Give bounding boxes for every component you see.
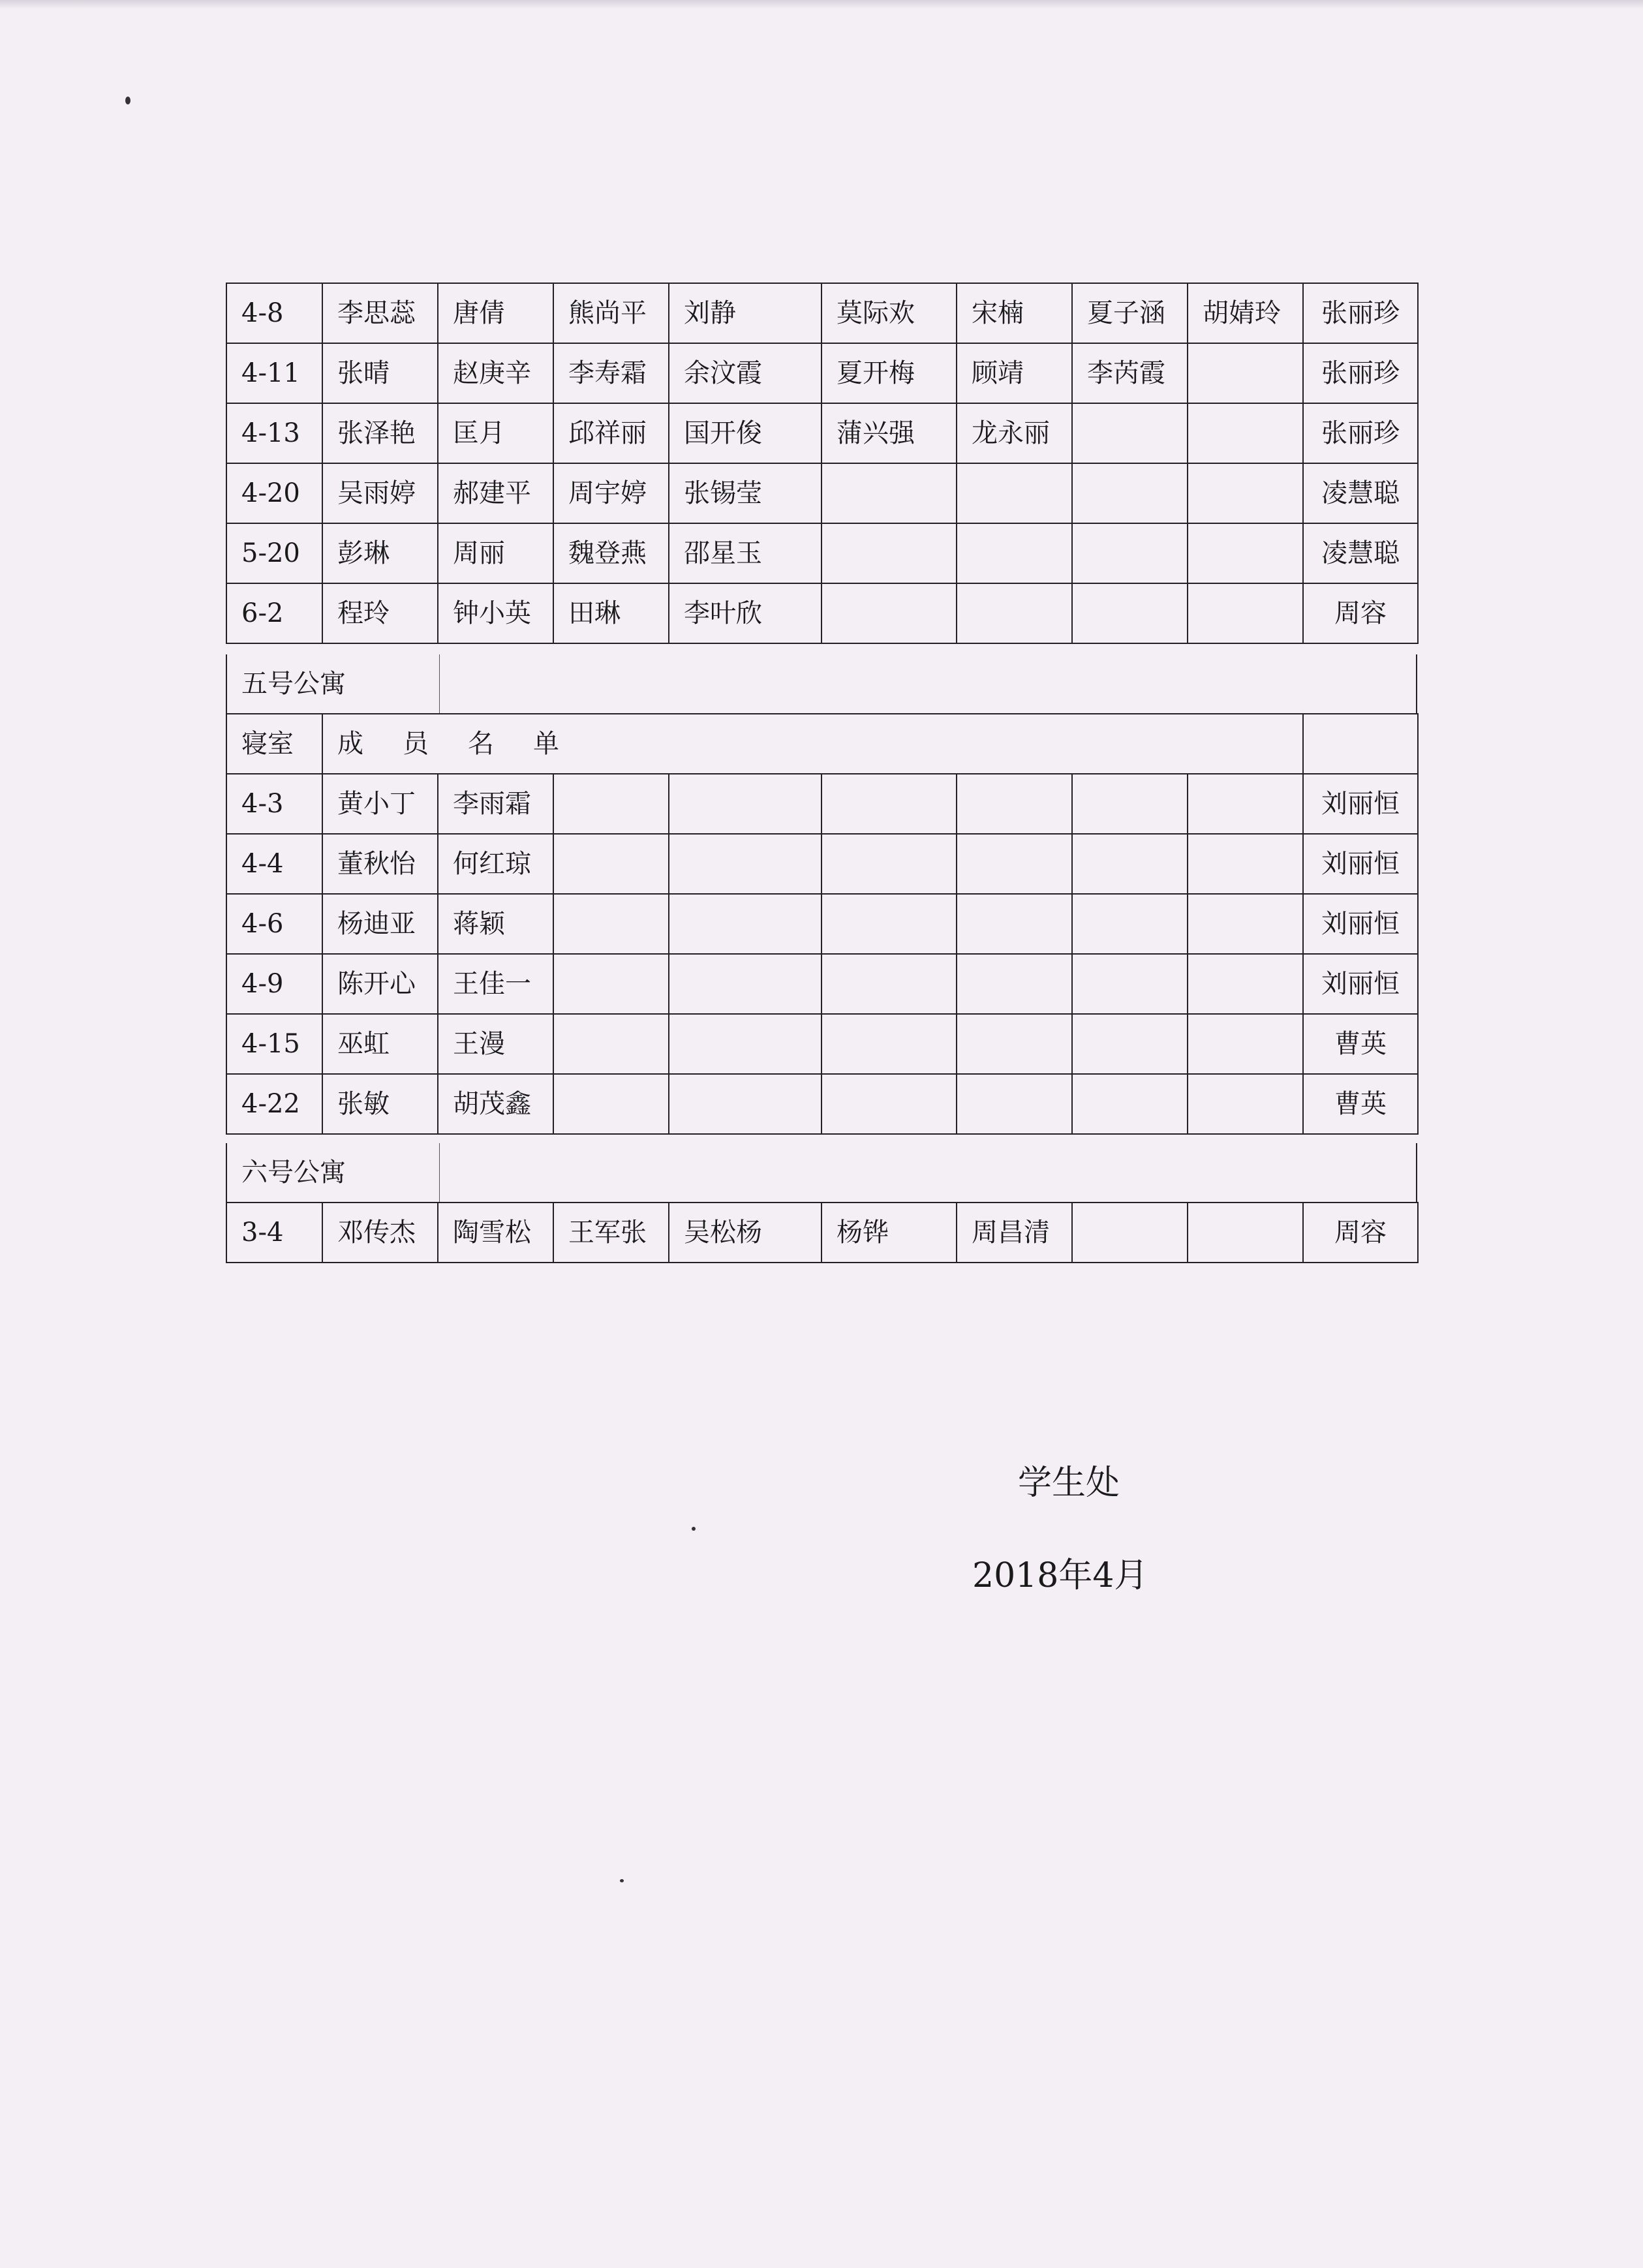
member-name bbox=[1072, 403, 1188, 463]
table-row bbox=[226, 1203, 1418, 1263]
member-name: 周丽 bbox=[438, 523, 553, 583]
member-name: 胡茂鑫 bbox=[438, 1074, 553, 1134]
member-name: 夏开梅 bbox=[822, 343, 957, 403]
member-name: 邱祥丽 bbox=[553, 403, 669, 463]
scan-speck bbox=[125, 97, 131, 104]
member-name bbox=[1188, 1074, 1303, 1134]
member-name: 陈开心 bbox=[322, 954, 438, 1014]
table-row bbox=[226, 523, 1418, 583]
member-name bbox=[553, 954, 669, 1014]
apartment-6-title-row bbox=[226, 1143, 1417, 1202]
header-members: 成员名单 bbox=[322, 714, 1303, 774]
room-number: 5-20 bbox=[226, 523, 322, 583]
table-row bbox=[226, 283, 1418, 343]
member-name bbox=[822, 1074, 957, 1134]
member-name bbox=[669, 1014, 822, 1074]
member-name bbox=[957, 1074, 1072, 1134]
member-name: 吴松杨 bbox=[669, 1203, 822, 1263]
room-number: 4-13 bbox=[226, 403, 322, 463]
member-name bbox=[822, 523, 957, 583]
table-row bbox=[226, 894, 1418, 954]
room-number: 4-4 bbox=[226, 834, 322, 894]
member-name bbox=[957, 463, 1072, 523]
member-name bbox=[1188, 954, 1303, 1014]
member-name: 夏子涵 bbox=[1072, 283, 1188, 343]
member-name: 宋楠 bbox=[957, 283, 1072, 343]
member-name: 王佳一 bbox=[438, 954, 553, 1014]
member-name: 莫际欢 bbox=[822, 283, 957, 343]
table-row bbox=[226, 774, 1418, 834]
member-name: 黄小丁 bbox=[322, 774, 438, 834]
member-name bbox=[957, 523, 1072, 583]
supervisor-name: 周容 bbox=[1303, 1203, 1418, 1263]
table-row bbox=[226, 463, 1418, 523]
supervisor-name: 曹英 bbox=[1303, 1074, 1418, 1134]
member-name: 吴雨婷 bbox=[322, 463, 438, 523]
member-name bbox=[1072, 774, 1188, 834]
member-name bbox=[1072, 1074, 1188, 1134]
member-name bbox=[1072, 1014, 1188, 1074]
member-name bbox=[822, 834, 957, 894]
member-name: 彭琳 bbox=[322, 523, 438, 583]
header-supervisor-blank bbox=[1303, 714, 1418, 774]
member-name bbox=[1188, 1203, 1303, 1263]
member-name: 唐倩 bbox=[438, 283, 553, 343]
member-name bbox=[553, 1074, 669, 1134]
room-number: 3-4 bbox=[226, 1203, 322, 1263]
divider-line bbox=[439, 654, 440, 713]
room-number: 4-20 bbox=[226, 463, 322, 523]
member-name: 李寿霜 bbox=[553, 343, 669, 403]
member-name: 杨铧 bbox=[822, 1203, 957, 1263]
table-row bbox=[226, 403, 1418, 463]
member-name: 陶雪松 bbox=[438, 1203, 553, 1263]
member-name bbox=[1188, 343, 1303, 403]
member-name bbox=[822, 1014, 957, 1074]
member-name bbox=[822, 894, 957, 954]
member-name: 蒋颖 bbox=[438, 894, 553, 954]
member-name: 蒲兴强 bbox=[822, 403, 957, 463]
member-name bbox=[669, 834, 822, 894]
table-row bbox=[226, 1014, 1418, 1074]
member-name: 钟小英 bbox=[438, 583, 553, 643]
supervisor-name: 凌慧聪 bbox=[1303, 463, 1418, 523]
member-name bbox=[957, 894, 1072, 954]
member-name bbox=[1072, 954, 1188, 1014]
supervisor-name: 张丽珍 bbox=[1303, 343, 1418, 403]
table-row bbox=[226, 954, 1418, 1014]
member-name bbox=[1188, 894, 1303, 954]
member-name bbox=[822, 463, 957, 523]
supervisor-name: 曹英 bbox=[1303, 1014, 1418, 1074]
member-name: 赵庚辛 bbox=[438, 343, 553, 403]
supervisor-name: 凌慧聪 bbox=[1303, 523, 1418, 583]
member-name bbox=[1188, 583, 1303, 643]
member-name bbox=[822, 774, 957, 834]
header-room: 寝室 bbox=[226, 714, 322, 774]
member-name bbox=[822, 954, 957, 1014]
member-name bbox=[1188, 834, 1303, 894]
member-name bbox=[553, 834, 669, 894]
room-number: 4-3 bbox=[226, 774, 322, 834]
table-row bbox=[226, 1074, 1418, 1134]
member-name: 张泽艳 bbox=[322, 403, 438, 463]
supervisor-name: 刘丽恒 bbox=[1303, 774, 1418, 834]
member-name bbox=[553, 774, 669, 834]
dorm-roster-table-b bbox=[226, 713, 1419, 1135]
member-name: 董秋怡 bbox=[322, 834, 438, 894]
member-name bbox=[553, 1014, 669, 1074]
member-name bbox=[1072, 583, 1188, 643]
member-name bbox=[669, 774, 822, 834]
apartment-6-title: 六号公寓 bbox=[241, 1157, 346, 1188]
member-name: 周宇婷 bbox=[553, 463, 669, 523]
supervisor-name: 张丽珍 bbox=[1303, 403, 1418, 463]
member-name bbox=[1072, 1203, 1188, 1263]
dorm-roster-table-c bbox=[226, 1202, 1419, 1263]
member-name: 巫虹 bbox=[322, 1014, 438, 1074]
member-name: 程玲 bbox=[322, 583, 438, 643]
member-name bbox=[1072, 463, 1188, 523]
scan-edge bbox=[0, 0, 1643, 9]
room-number: 4-9 bbox=[226, 954, 322, 1014]
supervisor-name: 刘丽恒 bbox=[1303, 834, 1418, 894]
member-name: 田琳 bbox=[553, 583, 669, 643]
member-name: 刘静 bbox=[669, 283, 822, 343]
member-name bbox=[1188, 774, 1303, 834]
table-row bbox=[226, 343, 1418, 403]
member-name bbox=[669, 894, 822, 954]
member-name: 龙永丽 bbox=[957, 403, 1072, 463]
member-name: 胡婧玲 bbox=[1188, 283, 1303, 343]
member-name: 邓传杰 bbox=[322, 1203, 438, 1263]
member-name: 王漫 bbox=[438, 1014, 553, 1074]
room-number: 6-2 bbox=[226, 583, 322, 643]
member-name: 国开俊 bbox=[669, 403, 822, 463]
member-name: 熊尚平 bbox=[553, 283, 669, 343]
member-name: 余汶霞 bbox=[669, 343, 822, 403]
member-name: 李思蕊 bbox=[322, 283, 438, 343]
member-name: 杨迪亚 bbox=[322, 894, 438, 954]
room-number: 4-8 bbox=[226, 283, 322, 343]
member-name: 魏登燕 bbox=[553, 523, 669, 583]
apartment-5-title: 五号公寓 bbox=[241, 669, 346, 699]
member-name bbox=[1072, 834, 1188, 894]
apartment-5-title-row bbox=[226, 654, 1417, 713]
member-name: 李芮霞 bbox=[1072, 343, 1188, 403]
member-name: 郝建平 bbox=[438, 463, 553, 523]
member-name: 李雨霜 bbox=[438, 774, 553, 834]
member-name: 张锡莹 bbox=[669, 463, 822, 523]
member-name: 李叶欣 bbox=[669, 583, 822, 643]
member-name: 何红琼 bbox=[438, 834, 553, 894]
room-number: 4-15 bbox=[226, 1014, 322, 1074]
member-name bbox=[1188, 523, 1303, 583]
issuing-department: 学生处 bbox=[1018, 1463, 1120, 1503]
supervisor-name: 刘丽恒 bbox=[1303, 954, 1418, 1014]
member-name: 张敏 bbox=[322, 1074, 438, 1134]
member-name bbox=[1072, 894, 1188, 954]
member-name bbox=[1072, 523, 1188, 583]
scan-speck bbox=[692, 1527, 696, 1531]
member-name bbox=[669, 1074, 822, 1134]
issue-date: 2018年4月 bbox=[972, 1556, 1148, 1595]
member-name: 周昌清 bbox=[957, 1203, 1072, 1263]
room-number: 4-6 bbox=[226, 894, 322, 954]
scan-speck bbox=[620, 1879, 624, 1882]
member-name bbox=[957, 834, 1072, 894]
supervisor-name: 周容 bbox=[1303, 583, 1418, 643]
member-name bbox=[957, 1014, 1072, 1074]
dorm-roster-table-a bbox=[226, 283, 1419, 644]
member-name bbox=[957, 954, 1072, 1014]
table-row bbox=[226, 834, 1418, 894]
member-name bbox=[553, 894, 669, 954]
member-name bbox=[1188, 403, 1303, 463]
member-name bbox=[957, 583, 1072, 643]
member-name bbox=[822, 583, 957, 643]
member-name bbox=[1188, 1014, 1303, 1074]
member-name bbox=[669, 954, 822, 1014]
table-row bbox=[226, 583, 1418, 643]
member-name: 王军张 bbox=[553, 1203, 669, 1263]
supervisor-name: 张丽珍 bbox=[1303, 283, 1418, 343]
room-number: 4-11 bbox=[226, 343, 322, 403]
room-number: 4-22 bbox=[226, 1074, 322, 1134]
member-name bbox=[957, 774, 1072, 834]
member-name: 张晴 bbox=[322, 343, 438, 403]
member-name: 匡月 bbox=[438, 403, 553, 463]
member-name bbox=[1188, 463, 1303, 523]
table-header-row bbox=[226, 714, 1418, 774]
member-name: 邵星玉 bbox=[669, 523, 822, 583]
divider-line bbox=[439, 1143, 440, 1202]
member-name: 顾靖 bbox=[957, 343, 1072, 403]
supervisor-name: 刘丽恒 bbox=[1303, 894, 1418, 954]
